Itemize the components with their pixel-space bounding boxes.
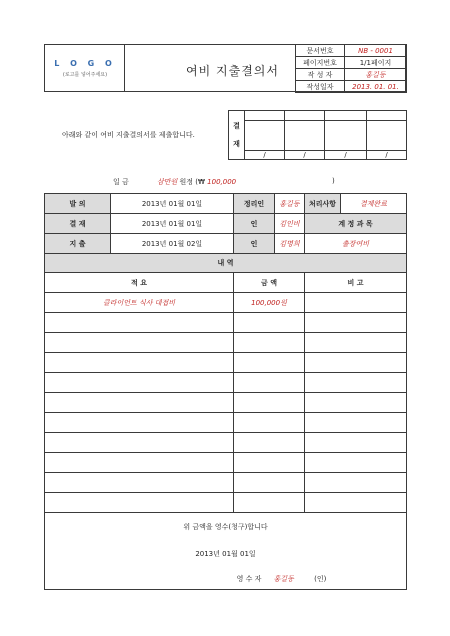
row-note[interactable] [305, 293, 407, 313]
row-desc[interactable] [45, 493, 234, 513]
approval-sign-cell[interactable] [367, 121, 407, 151]
row-amount[interactable] [234, 433, 305, 453]
approval-title-cell[interactable] [367, 111, 407, 121]
approval-date-cell[interactable]: / [367, 151, 407, 160]
amount-number: 100,000 [207, 178, 237, 186]
amount-line [113, 177, 236, 187]
spender-name: 김명희 [275, 234, 305, 254]
row-amount[interactable] [234, 413, 305, 433]
table-row [45, 373, 407, 393]
label-expense: 지 출 [45, 234, 111, 254]
label-approval: 결 재 [45, 214, 111, 234]
approval-side-bottom: 재 [233, 140, 240, 148]
main-form-table [44, 193, 407, 590]
row-desc[interactable] [45, 373, 234, 393]
logo: L O G O [54, 59, 116, 68]
row-note[interactable] [305, 393, 407, 413]
details-section-header: 내 역 [45, 254, 407, 273]
row-desc[interactable] [45, 453, 234, 473]
row-amount[interactable] [234, 393, 305, 413]
approval-sign-cell[interactable] [285, 121, 325, 151]
row-desc[interactable] [45, 413, 234, 433]
proposal-date: 2013년 01월 01일 [111, 194, 234, 214]
logo-area [45, 45, 125, 91]
table-row [45, 353, 407, 373]
row-desc[interactable] [45, 433, 234, 453]
status-value: 결재완료 [341, 194, 407, 214]
amount-close: ) [332, 177, 335, 185]
row-desc[interactable] [45, 393, 234, 413]
table-row [45, 493, 407, 513]
logo-hint: (로고를 넣어주세요) [62, 72, 108, 78]
row-amount[interactable] [234, 473, 305, 493]
table-row [45, 433, 407, 453]
row-desc[interactable] [45, 313, 234, 333]
organizer-name: 홍길동 [275, 194, 305, 214]
col-header-note: 비 고 [305, 273, 407, 293]
receipt-date: 2013년 01월 01일 [195, 550, 256, 558]
label-seal: 인 [234, 214, 275, 234]
approver-name: 김인비 [275, 214, 305, 234]
approval-table [228, 110, 407, 160]
meta-value: 2013. 01. 01. [345, 81, 407, 93]
table-row [45, 413, 407, 433]
row-desc[interactable] [45, 353, 234, 373]
label-proposal: 발 의 [45, 194, 111, 214]
row-note[interactable] [305, 493, 407, 513]
label-account: 계 정 과 목 [305, 214, 407, 234]
approval-date: 2013년 01월 01일 [111, 214, 234, 234]
row-desc[interactable] [45, 333, 234, 353]
table-row [45, 453, 407, 473]
approval-date-cell[interactable]: / [245, 151, 285, 160]
row-note[interactable] [305, 413, 407, 433]
approval-sign-cell[interactable] [325, 121, 367, 151]
approval-date-cell[interactable]: / [285, 151, 325, 160]
table-row [45, 293, 407, 313]
label-organizer: 정리인 [234, 194, 275, 214]
label-seal: 인 [234, 234, 275, 254]
meta-label: 작성일자 [296, 81, 345, 93]
row-amount[interactable] [234, 373, 305, 393]
col-header-desc: 적 요 [45, 273, 234, 293]
row-note[interactable] [305, 313, 407, 333]
receiver-name: 홍길동 [273, 575, 294, 583]
row-desc[interactable] [45, 473, 234, 493]
col-header-amount: 금 액 [234, 273, 305, 293]
table-row [45, 393, 407, 413]
row-note[interactable] [305, 433, 407, 453]
table-row [45, 333, 407, 353]
approval-title-cell[interactable] [325, 111, 367, 121]
meta-label: 작 성 자 [296, 69, 345, 81]
row-amount[interactable]: 100,000원 [234, 293, 305, 313]
meta-value: NB - 0001 [345, 45, 407, 57]
receipt-statement: 위 금액을 영수(청구)합니다 [183, 523, 268, 531]
meta-table [295, 44, 407, 93]
table-row [45, 473, 407, 493]
meta-value: 1/1페이지 [345, 57, 407, 69]
row-desc[interactable]: 클라이언트 식사 대접비 [45, 293, 234, 313]
table-row [45, 313, 407, 333]
amount-prefix: 일 금 [113, 178, 129, 186]
meta-value: 홍길동 [345, 69, 407, 81]
amount-suffix: 원정 (₩ [179, 178, 205, 186]
row-amount[interactable] [234, 333, 305, 353]
row-note[interactable] [305, 333, 407, 353]
row-note[interactable] [305, 373, 407, 393]
approval-title-cell[interactable] [245, 111, 285, 121]
approval-title-cell[interactable] [285, 111, 325, 121]
approval-side-top: 결 [233, 122, 240, 130]
receiver-seal: (인) [314, 575, 327, 583]
intro-text: 아래와 같이 여비 지출결의서를 제출합니다. [62, 131, 195, 139]
approval-sign-cell[interactable] [245, 121, 285, 151]
footer-cell [45, 513, 407, 590]
receiver-line [45, 574, 406, 584]
meta-label: 페이지번호 [296, 57, 345, 69]
approval-date-cell[interactable]: / [325, 151, 367, 160]
account-value: 출장여비 [305, 234, 407, 254]
row-note[interactable] [305, 453, 407, 473]
row-note[interactable] [305, 473, 407, 493]
expense-date: 2013년 01월 02일 [111, 234, 234, 254]
row-amount[interactable] [234, 353, 305, 373]
meta-label: 문서번호 [296, 45, 345, 57]
row-amount[interactable] [234, 313, 305, 333]
approval-side-label [229, 111, 245, 160]
receiver-label: 영 수 자 [236, 575, 262, 583]
row-amount[interactable] [234, 453, 305, 473]
document-title: 여비 지출결의서 [186, 64, 279, 78]
row-amount[interactable] [234, 493, 305, 513]
amount-hangul: 삼만원 [156, 178, 178, 186]
row-note[interactable] [305, 353, 407, 373]
footer-area [45, 513, 407, 590]
label-status: 처리사항 [305, 194, 341, 214]
